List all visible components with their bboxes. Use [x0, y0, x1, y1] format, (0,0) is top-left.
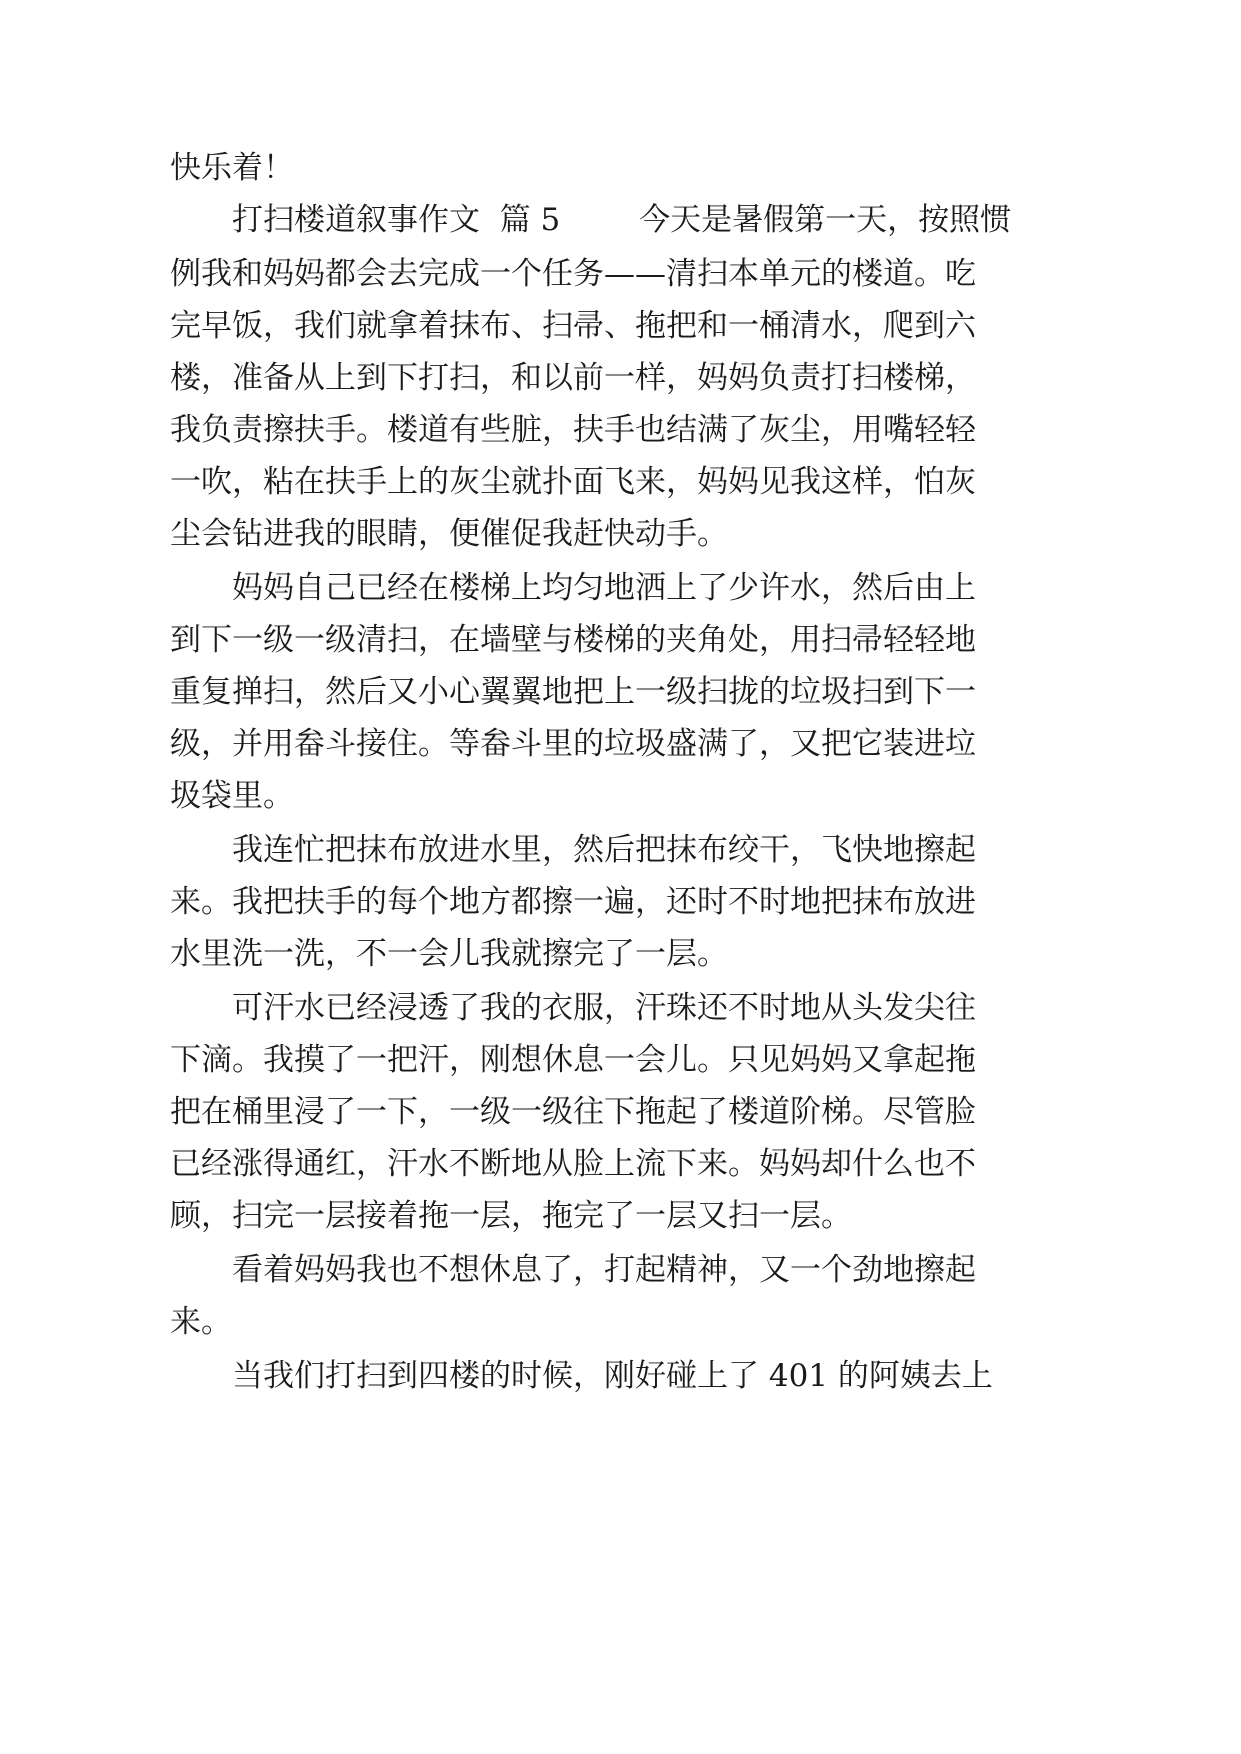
text-line: 水里洗一洗，不一会儿我就擦完了一层。 [170, 936, 728, 972]
text-line: 快乐着！ [170, 150, 294, 186]
text-line: 重复掸扫，然后又小心翼翼地把上一级扫拢的垃圾扫到下一 [170, 674, 976, 710]
text-line: 打扫楼道叙事作文 篇 5 今天是暑假第一天，按照惯 [232, 202, 1012, 238]
text-line: 顾，扫完一层接着拖一层，拖完了一层又扫一层。 [170, 1198, 852, 1234]
text-line: 级，并用畚斗接住。等畚斗里的垃圾盛满了，又把它装进垃 [170, 726, 976, 762]
text-line: 我负责擦扶手。楼道有些脏，扶手也结满了灰尘，用嘴轻轻 [170, 412, 976, 448]
text-line: 下滴。我摸了一把汗，刚想休息一会儿。只见妈妈又拿起拖 [170, 1042, 976, 1078]
text-line: 来。 [170, 1304, 232, 1340]
text-line: 来。我把扶手的每个地方都擦一遍，还时不时地把抹布放进 [170, 884, 976, 920]
text-line: 可汗水已经浸透了我的衣服，汗珠还不时地从头发尖往 [232, 990, 976, 1026]
text-line: 一吹，粘在扶手上的灰尘就扑面飞来，妈妈见我这样，怕灰 [170, 464, 976, 500]
text-line: 到下一级一级清扫，在墙壁与楼梯的夹角处，用扫帚轻轻地 [170, 622, 976, 658]
text-line: 当我们打扫到四楼的时候，刚好碰上了 401 的阿姨去上 [232, 1358, 993, 1394]
text-line: 我连忙把抹布放进水里，然后把抹布绞干，飞快地擦起 [232, 832, 976, 868]
text-line: 完早饭，我们就拿着抹布、扫帚、拖把和一桶清水，爬到六 [170, 308, 976, 344]
text-line: 看着妈妈我也不想休息了，打起精神，又一个劲地擦起 [232, 1252, 976, 1288]
text-line: 已经涨得通红，汗水不断地从脸上流下来。妈妈却什么也不 [170, 1146, 976, 1182]
text-line: 圾袋里。 [170, 778, 294, 814]
text-line: 例我和妈妈都会去完成一个任务——清扫本单元的楼道。吃 [170, 256, 976, 292]
text-line: 尘会钻进我的眼睛，便催促我赶快动手。 [170, 516, 728, 552]
text-line: 妈妈自己已经在楼梯上均匀地洒上了少许水，然后由上 [232, 570, 976, 606]
text-line: 把在桶里浸了一下，一级一级往下拖起了楼道阶梯。尽管脸 [170, 1094, 976, 1130]
text-line: 楼，准备从上到下打扫，和以前一样，妈妈负责打扫楼梯， [170, 360, 976, 396]
